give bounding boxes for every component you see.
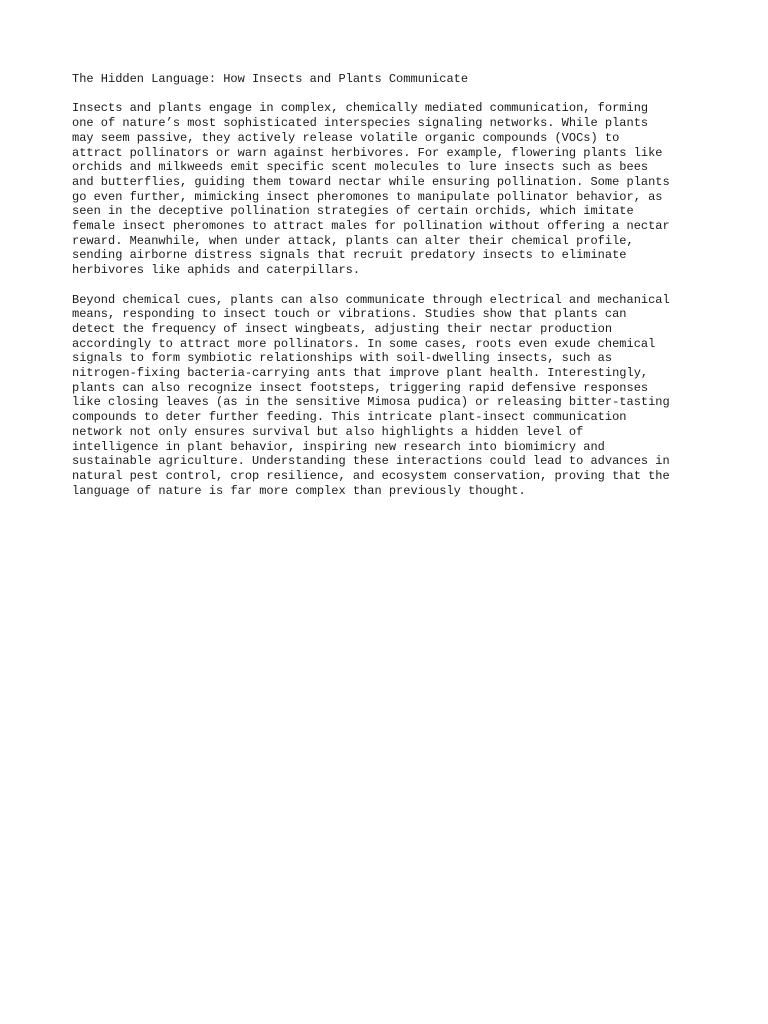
paragraph-line: Beyond chemical cues, plants can also communicate through electrical and mechanical [72, 292, 670, 307]
paragraph-line: plants can also recognize insect footsteps, triggering rapid defensive responses [72, 380, 649, 395]
document-page [72, 72, 702, 513]
paragraph-line: Insects and plants engage in complex, chemically mediated communication, forming [72, 101, 649, 116]
paragraph-line: signals to form symbiotic relationships with soil-dwelling insects, such as [72, 351, 613, 366]
paragraph-line: natural pest control, crop resilience, and ecosystem conservation, proving that the [72, 468, 670, 483]
paragraph-line: detect the frequency of insect wingbeats, adjusting their nectar production [72, 321, 613, 336]
paragraph-line: sustainable agriculture. Understanding these interactions could lead to advances in [72, 454, 670, 469]
paragraph-line: herbivores like aphids and caterpillars. [72, 263, 361, 278]
paragraph-line: accordingly to attract more pollinators. In some cases, roots even exude chemical [72, 336, 656, 351]
paragraph-line: nitrogen-fixing bacteria-carrying ants that improve plant health. Interestingly, [72, 366, 649, 381]
paragraph-line: means, responding to insect touch or vibrations. Studies show that plants can [72, 307, 627, 322]
paragraph-line: reward. Meanwhile, when under attack, plants can alter their chemical profile, [72, 233, 634, 248]
paragraph-line: sending airborne distress signals that recruit predatory insects to eliminate [72, 248, 627, 263]
paragraph-line: language of nature is far more complex than previously thought. [72, 483, 526, 498]
paragraph-line: female insect pheromones to attract males for pollination without offering a nectar [72, 219, 670, 234]
paragraph-line: network not only ensures survival but also highlights a hidden level of [72, 424, 584, 439]
paragraph-line: and butterflies, guiding them toward nectar while ensuring pollination. Some plants [72, 174, 670, 189]
paragraph-2 [72, 293, 702, 499]
paragraph-line: compounds to deter further feeding. This intricate plant-insect communication [72, 410, 627, 425]
paragraph-line: seen in the deceptive pollination strategies of certain orchids, which imitate [72, 204, 634, 219]
paragraph-line: attract pollinators or warn against herbivores. For example, flowering plants like [72, 145, 663, 160]
paragraph-line: like closing leaves (as in the sensitive Mimosa pudica) or releasing bitter-tasting [72, 395, 670, 410]
paragraph-line: intelligence in plant behavior, inspiring new research into biomimicry and [72, 439, 605, 454]
paragraph-line: one of nature’s most sophisticated interspecies signaling networks. While plants [72, 116, 649, 131]
paragraph-line: may seem passive, they actively release volatile organic compounds (VOCs) to [72, 130, 620, 145]
paragraph-1 [72, 101, 702, 277]
document-title: The Hidden Language: How Insects and Plants Communicate [72, 72, 469, 86]
paragraph-line: go even further, mimicking insect pheromones to manipulate pollinator behavior, as [72, 189, 663, 204]
paragraph-line: orchids and milkweeds emit specific scent molecules to lure insects such as bees [72, 160, 649, 175]
